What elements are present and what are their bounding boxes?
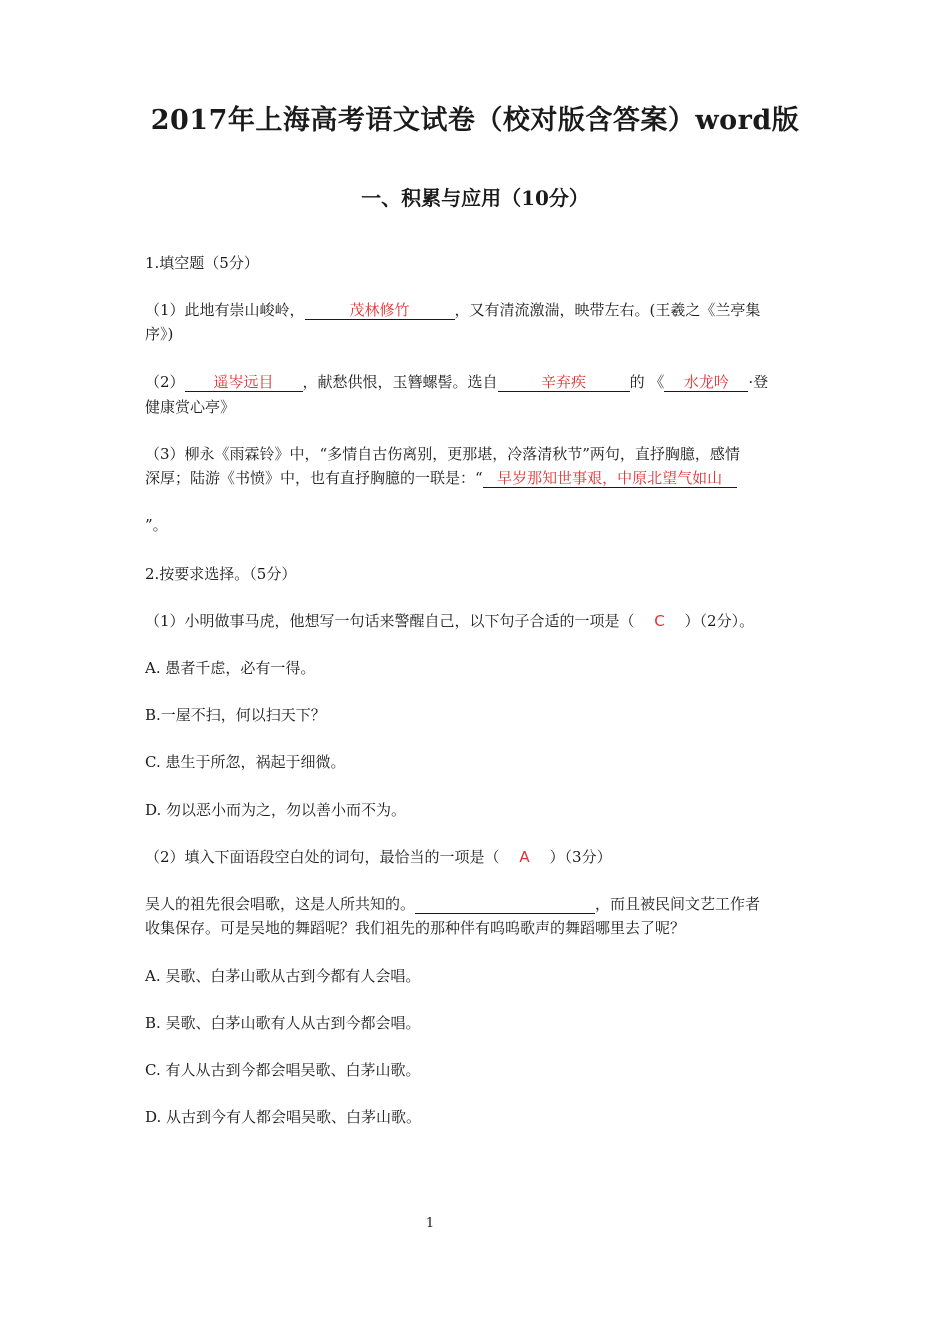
q1-item1-line2: 序》) bbox=[145, 325, 174, 343]
page-number: 1 bbox=[425, 1216, 435, 1231]
q1-item3-line1: （3）柳永《雨霖铃》中，“多情自古伤离别，更那堪，冷落清秋节”两句，直抒胸臆，感情 bbox=[145, 445, 740, 463]
q1-item1-answer: 茂林修竹 bbox=[349, 301, 410, 319]
q1-item3-answer: 早岁那知世事艰，中原北望气如山 bbox=[497, 469, 723, 487]
q2-sub2-option-c: C. 有人从古到今都会唱吴歌、白茅山歌。 bbox=[145, 1061, 421, 1079]
q2-sub1-answer: C bbox=[654, 612, 665, 630]
q1-item3-line3: ”。 bbox=[145, 516, 168, 534]
q2-sub2-blank bbox=[415, 896, 595, 914]
q2-sub1-option-a: A. 愚者千虑，必有一得。 bbox=[145, 659, 316, 677]
q1-item2-blank1 bbox=[185, 374, 303, 392]
q1-item3-blank bbox=[483, 470, 737, 488]
q1-item1-line1: （1）此地有崇山峻岭， 茂林修竹 ，又有清流激湍，映带左右。(王羲之《兰亭集 bbox=[145, 301, 761, 319]
q2-sub2-option-a: A. 吴歌、白茅山歌从古到今都有人会唱。 bbox=[145, 967, 421, 985]
q2-heading: 2.按要求选择。（5分） bbox=[145, 565, 297, 583]
q2-sub1-stem: （1）小明做事马虎，他想写一句话来警醒自己，以下句子合适的一项是（ C ）（2分）。 bbox=[145, 612, 755, 630]
q2-sub2-option-b: B. 吴歌、白茅山歌有人从古到今都会唱。 bbox=[145, 1014, 421, 1032]
q2-sub2-stem: （2）填入下面语段空白处的词句，最恰当的一项是（ A ）（3分） bbox=[145, 848, 612, 866]
q2-sub2-passage-line1: 吴人的祖先很会唱歌，这是人所共知的。 ，而且被民间文艺工作者 bbox=[145, 895, 761, 913]
q1-heading: 1.填空题（5分） bbox=[145, 254, 259, 272]
section-heading: 一、积累与应用（10分） bbox=[361, 186, 589, 210]
q2-sub1-option-d: D. 勿以恶小而为之，勿以善小而不为。 bbox=[145, 801, 407, 819]
q1-item2-answer3: 水龙吟 bbox=[683, 373, 729, 391]
document-title: 2017年上海高考语文试卷（校对版含答案）word版 bbox=[150, 105, 800, 136]
q1-item3-line2: 深厚；陆游《书愤》中，也有直抒胸臆的一联是：“ 早岁那知世事艰，中原北望气如山 bbox=[145, 467, 737, 488]
q1-item1-blank bbox=[305, 302, 455, 320]
q2-sub1-option-b: B.一屋不扫，何以扫天下？ bbox=[145, 706, 326, 724]
q1-item2-answer1: 遥岑远目 bbox=[213, 373, 274, 391]
q2-sub2-answer: A bbox=[519, 848, 530, 866]
q2-sub2-option-d: D. 从古到今有人都会唱吴歌、白茅山歌。 bbox=[145, 1108, 422, 1126]
q1-item2-line1: （2） 遥岑远目 ，献愁供恨，玉簪螺髻。选自 辛弃疾 的 《 水龙吟 ·登 bbox=[145, 373, 769, 391]
q2-sub2-passage-line2: 收集保存。可是吴地的舞蹈呢？我们祖先的那种伴有呜呜歌声的舞蹈哪里去了呢？ bbox=[145, 919, 686, 937]
q1-item2-blank2 bbox=[498, 374, 630, 392]
q1-item2-blank3 bbox=[664, 374, 748, 392]
q2-sub1-option-c: C. 患生于所忽，祸起于细微。 bbox=[145, 753, 346, 771]
q1-item2-line2: 健康赏心亭》 bbox=[145, 398, 236, 416]
q1-item2-answer2: 辛弃疾 bbox=[541, 373, 587, 391]
